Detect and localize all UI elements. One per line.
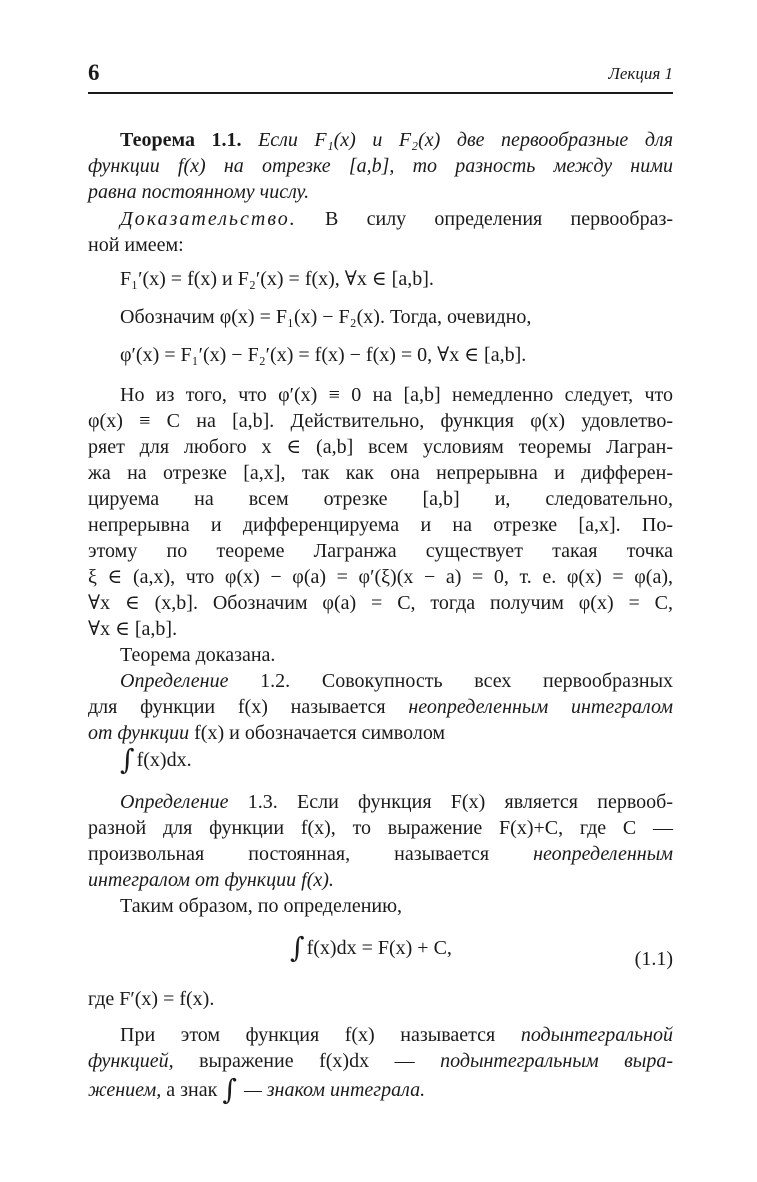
def12-term: неопределенным интегралом xyxy=(408,696,673,718)
proof-para-line-6: непрерывна и дифференцируема и на отрезке [a,x]. По- xyxy=(88,514,673,536)
def13-line-2: разной для функции f(x), то выражение F(x)+C, где C — xyxy=(88,817,673,839)
def12-term-2: от функции xyxy=(88,722,190,744)
def12-line-2 xyxy=(88,694,673,720)
integral-sign-icon: ∫ xyxy=(120,743,135,776)
final-term-4: жением, xyxy=(88,1079,162,1101)
theorem-line-3 xyxy=(88,179,673,205)
theorem-line-1 xyxy=(120,127,673,153)
final-text-2b: выражение f(x)dx — xyxy=(199,1050,415,1072)
def12-line-1 xyxy=(120,668,673,694)
def13-line-3 xyxy=(88,841,673,867)
def12-text-1: 1.2. Совокупность всех первообразных xyxy=(260,670,674,692)
def12-text-3b: f(x) и обозначается символом xyxy=(194,722,446,744)
final-term-3: подынтегральным выра- xyxy=(440,1050,673,1072)
equation-phi-def: Обозначим φ(x) = F₁(x) − F₂(x). Тогда, очевидно, xyxy=(120,306,532,328)
def12-label: Определение xyxy=(120,670,229,692)
proof-para-line-3: ряет для любого x ∈ (a,b] всем условиям теоремы Лагран- xyxy=(88,436,673,458)
proof-text-1: В силу определения первообраз- xyxy=(325,208,674,230)
proof-para-line-5: цируема на всем отрезке [a,b] и, следовательно, xyxy=(88,488,673,510)
proof-end: Теорема доказана. xyxy=(120,644,276,666)
def12-text-2a: для функции f(x) называется xyxy=(88,696,386,718)
proof-para-line-1: Но из того, что φ′(x) ≡ 0 на [a,b] немедленно следует, что xyxy=(120,384,673,406)
final-term-1: подынтегральной xyxy=(520,1024,673,1046)
def13-line-4 xyxy=(88,867,673,893)
proof-line-2: ной имеем: xyxy=(88,234,184,256)
equation-derivatives: F₁′(x) = f(x) и F₂′(x) = f(x), ∀x ∈ [a,b]. xyxy=(120,268,434,290)
def13-text-3a: произвольная постоянная, называется xyxy=(88,843,490,865)
def13-term-2: интегралом от функции f(x). xyxy=(88,869,334,891)
def12-formula xyxy=(120,740,673,777)
final-term-2: функцией, xyxy=(88,1050,174,1072)
formula-1-1 xyxy=(290,930,452,963)
theorem-text-3: равна постоянному числу. xyxy=(88,181,310,203)
proof-line-1 xyxy=(120,206,673,232)
def13-line-1 xyxy=(120,789,673,815)
def13-text-1: 1.3. Если функция F(x) является первооб- xyxy=(247,791,673,813)
final-line-3 xyxy=(88,1072,673,1105)
proof-para-line-7: этому по теореме Лагранжа существует такая точка xyxy=(88,540,673,562)
integral-sign-icon: ∫ xyxy=(290,931,305,964)
equation-phi-derivative: φ′(x) = F₁′(x) − F₂′(x) = f(x) − f(x) = 0, ∀x ∈ [a,b]. xyxy=(120,344,527,366)
proof-para-line-4: жа на отрезке [a,x], так как она непрерывна и дифферен- xyxy=(88,462,673,484)
final-text-3b: а знак xyxy=(166,1079,218,1101)
page-number: 6 xyxy=(88,60,100,85)
theorem-text-1: Если F₁(x) и F₂(x) две первообразные для xyxy=(258,129,673,151)
def12-formula-text: f(x)dx. xyxy=(136,749,192,771)
proof-para-line-9: ∀x ∈ (x,b]. Обозначим φ(a) = C, тогда получим φ(x) = C, xyxy=(88,592,673,614)
proof-para-line-2: φ(x) ≡ C на [a,b]. Действительно, функция φ(x) удовлетво- xyxy=(88,410,673,432)
header-rule xyxy=(88,92,673,94)
def13-label: Определение xyxy=(120,791,229,813)
running-head: Лекция 1 xyxy=(608,64,673,83)
final-line-1 xyxy=(120,1022,673,1048)
formula-1-1-text: f(x)dx = F(x) + C, xyxy=(306,937,452,959)
theorem-label: Теорема 1.1. xyxy=(120,129,242,151)
where-line: где F′(x) = f(x). xyxy=(88,988,215,1010)
conclusion-intro: Таким образом, по определению, xyxy=(120,895,403,917)
final-term-5: — знаком интеграла. xyxy=(243,1079,426,1101)
final-line-2 xyxy=(88,1048,673,1074)
def13-term: неопределенным xyxy=(533,843,673,865)
theorem-line-2 xyxy=(88,153,673,179)
integral-sign-icon: ∫ xyxy=(222,1073,237,1106)
theorem-text-2: функции f(x) на отрезке [a,b], то разность между ними xyxy=(88,155,673,177)
page-header xyxy=(88,60,673,90)
proof-para-line-8: ξ ∈ (a,x), что φ(x) − φ(a) = φ′(ξ)(x − a) = 0, т. е. φ(x) = φ(a), xyxy=(88,566,673,588)
equation-number: (1.1) xyxy=(634,948,673,970)
proof-para-line-10: ∀x ∈ [a,b]. xyxy=(88,618,178,640)
proof-label: Доказательство. xyxy=(120,208,297,230)
final-text-1a: При этом функция f(x) называется xyxy=(120,1024,496,1046)
